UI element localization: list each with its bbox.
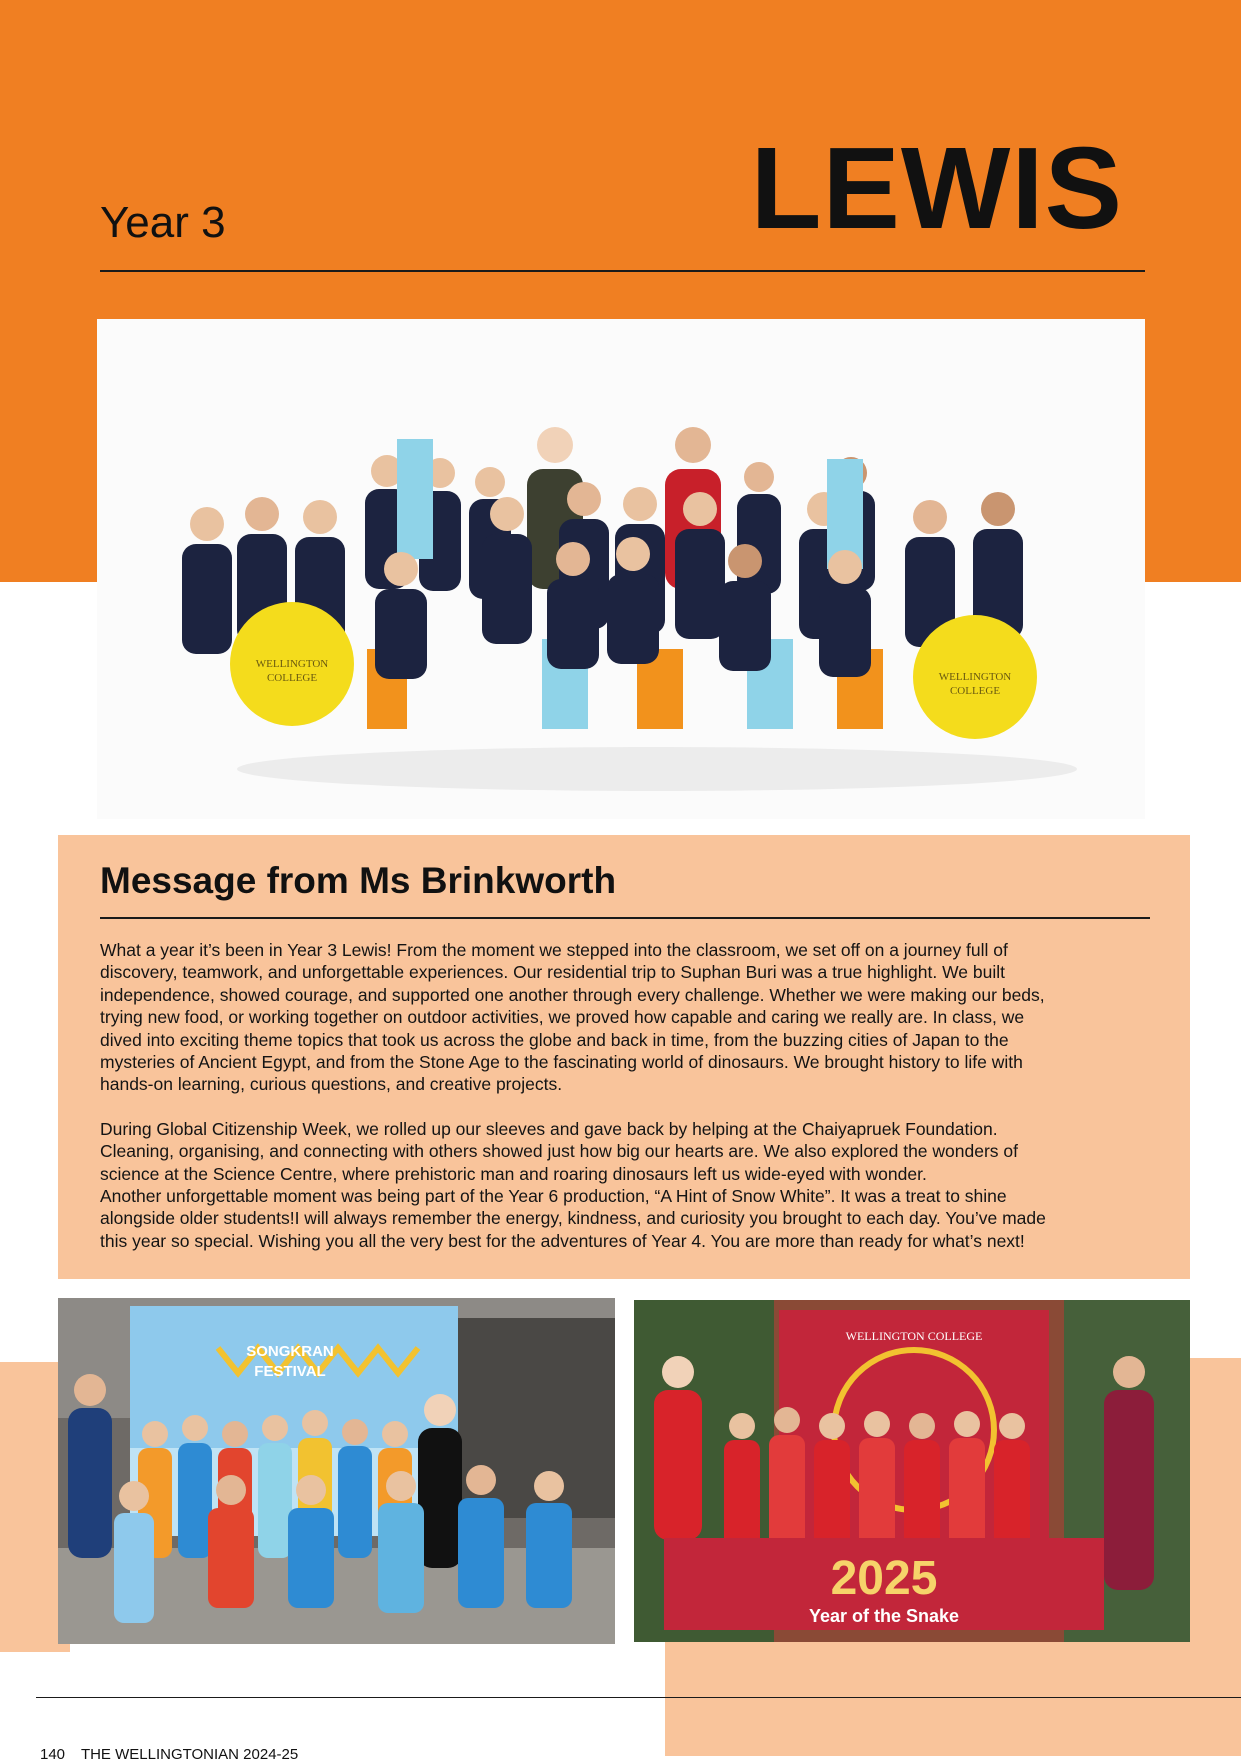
message-line: hands-on learning, curious questions, and creative projects. xyxy=(100,1074,563,1095)
chinese-new-year-photo xyxy=(634,1300,1190,1642)
new-year-2025-text: 2025 xyxy=(830,1552,938,1605)
songkran-photo xyxy=(58,1298,615,1644)
logo-line-wellington: WELLINGTON xyxy=(255,658,329,670)
new-year-caption: Year of the Snake xyxy=(808,1606,960,1626)
message-line: science at the Science Centre, where prehistoric man and roaring dinosaurs left us wide-eyed with wonder. xyxy=(100,1163,927,1184)
songkran-banner-line2: FESTIVAL xyxy=(254,1363,326,1380)
message-body xyxy=(100,939,1160,1274)
message-line: dived into exciting theme topics that took us across the globe and back in time, from the buzzing cities of Japan to the xyxy=(100,1029,1009,1050)
class-photo-illustration xyxy=(97,319,1145,819)
message-line: During Global Citizenship Week, we rolled up our sleeves and gave back by helping at the Chaiyapruek Foundation. xyxy=(100,1118,998,1139)
message-line: independence, showed courage, and supported one another through every challenge. Whether we were making our beds, xyxy=(100,984,1045,1005)
message-divider xyxy=(100,917,1150,919)
songkran-photo-illustration xyxy=(58,1298,615,1644)
songkran-banner-line1: SONGKRAN xyxy=(246,1343,334,1360)
message-heading: Message from Ms Brinkworth xyxy=(100,860,617,901)
message-panel xyxy=(58,835,1190,1279)
message-paragraph-2 xyxy=(100,1118,1160,1252)
class-title: LEWIS xyxy=(750,123,1123,253)
backdrop-logo-text: WELLINGTON COLLEGE xyxy=(845,1329,983,1343)
message-paragraph-1 xyxy=(100,939,1160,1096)
message-line: alongside older students!I will always remember the energy, kindness, and curiosity you brought to each day. You’ve made xyxy=(100,1208,1046,1229)
wellington-logo-seat-left xyxy=(230,602,354,726)
message-line: What a year it’s been in Year 3 Lewis! From the moment we stepped into the classroom, we set off on a journey full of xyxy=(100,940,1008,960)
message-line: this year so special. Wishing you all the very best for the adventures of Year 4. You are more than ready for what’s next! xyxy=(100,1230,1025,1251)
page-number: 140 xyxy=(40,1746,66,1763)
chinese-new-year-illustration xyxy=(634,1300,1190,1642)
logo-line-wellington: WELLINGTON xyxy=(938,671,1012,683)
class-photo xyxy=(97,319,1145,819)
publication-title: THE WELLINGTONIAN 2024-25 xyxy=(80,1746,299,1763)
title-divider xyxy=(100,270,1145,272)
logo-line-college: COLLEGE xyxy=(949,685,1001,697)
message-line: Cleaning, organising, and connecting with others showed just how big our hearts are. We also explored the wonders of xyxy=(100,1141,1018,1162)
wellington-logo-seat-right xyxy=(913,615,1037,739)
message-line: discovery, teamwork, and unforgettable experiences. Our residential trip to Suphan Buri was a true highlight. We built xyxy=(100,962,1005,983)
message-line: mysteries of Ancient Egypt, and from the Stone Age to the fascinating world of dinosaurs. We brought history to life with xyxy=(100,1052,1023,1073)
message-line: Another unforgettable moment was being part of the Year 6 production, “A Hint of Snow White”. It was a treat to shine xyxy=(100,1186,1007,1207)
year-label: Year 3 xyxy=(100,198,226,247)
footer-divider xyxy=(36,1697,1241,1698)
message-line: trying new food, or working together on outdoor activities, we proved how capable and caring we really are. In class, we xyxy=(100,1007,1025,1028)
footer xyxy=(40,1746,298,1763)
logo-line-college: COLLEGE xyxy=(266,672,318,684)
